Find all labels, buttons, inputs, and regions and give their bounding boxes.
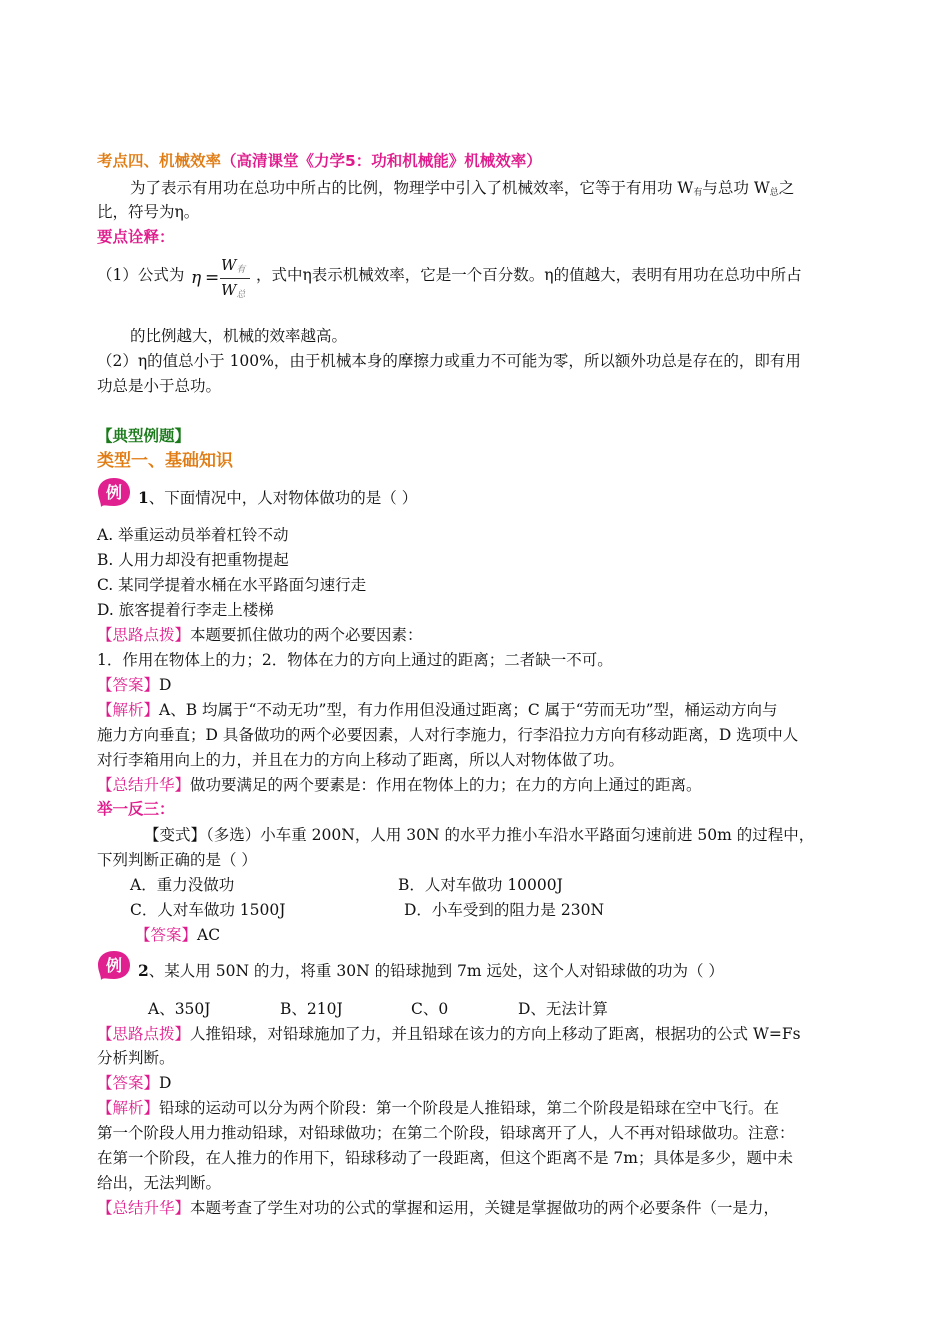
example1-analysis-2: 施力方向垂直；D 具备做功的两个必要因素，人对行李施力，行李沿拉力方向有移动距离，D 选项中人 (97, 726, 799, 744)
option-item: A. 举重运动员举着杠铃不动 (97, 526, 289, 544)
typical-examples-heading: 【典型例题】 (97, 427, 191, 445)
example2-text: 、某人用 50N 的力，将重 30N 的铅球抛到 7m 远处，这个人对铅球做的功为（ ） (148, 962, 724, 980)
answer-tag: 【答案】 (97, 1074, 160, 1092)
key-points-title: 要点诠释： (97, 228, 175, 246)
heading-source: （高清课堂《力学5：功和机械能》机械效率） (221, 152, 542, 170)
equals-sign: = (205, 268, 220, 288)
example2-summary: 【总结升华】本题考查了学生对功的公式的掌握和运用，关键是掌握做功的两个必要条件（一是力， (97, 1199, 780, 1217)
example2-option-b: B、210J (280, 1000, 343, 1018)
example-badge-icon (97, 949, 131, 981)
answer-tag: 【答案】 (135, 926, 198, 944)
option-item: C. 某同学提着水桶在水平路面匀速行走 (97, 576, 367, 594)
example2-question (138, 960, 724, 982)
variant-option-a: A．重力没做功 (130, 876, 235, 894)
intro-text-c: 之 (778, 179, 795, 197)
intro-text-a: 为了表示有用功在总功中所占的比例，物理学中引入了机械效率，它等于有用功 W (130, 179, 694, 197)
subscript-zong: 总 (769, 188, 779, 198)
example1-analysis-1: 【解析】A、B 均属于“不动无功”型，有力作用但没通过距离；C 属于“劳而无功”型，桶运动方向与 (97, 701, 778, 719)
example2-analysis-1: 【解析】铅球的运动可以分为两个阶段：第一个阶段是人推铅球，第二个阶段是铅球在空中飞行。在 (97, 1099, 780, 1117)
type1-heading: 类型一、基础知识 (97, 451, 233, 471)
example1-question (138, 487, 417, 509)
answer-tag: 【答案】 (97, 676, 160, 694)
numerator: $W_有$ (221, 256, 246, 275)
option-item: D. 旅客提着行李走上楼梯 (97, 601, 274, 619)
heading-prefix: 考点四、机械效率 (97, 152, 222, 170)
intro-line-2: 比，符号为η。 (97, 203, 200, 221)
example1-number: 1 (138, 488, 149, 507)
extend-heading: 举一反三： (97, 800, 175, 818)
denominator: $W_总$ (221, 281, 246, 300)
point2-line-2: 功总是小于总功。 (97, 377, 222, 395)
example1-summary: 【总结升华】做功要满足的两个要素是：作用在物体上的力；在力的方向上通过的距离。 (97, 776, 702, 794)
efficiency-formula (191, 256, 261, 306)
variant-line-2: 下列判断正确的是（ ） (97, 851, 257, 869)
fraction-bar (220, 278, 250, 279)
example1-hint-2: 1．作用在物体上的力；2．物体在力的方向上通过的距离；二者缺一不可。 (97, 651, 613, 669)
hint-tag: 【思路点拨】 (97, 1025, 191, 1043)
example2-option-c: C、0 (411, 1000, 449, 1018)
point2-line-1: （2）η的值总小于 100%，由于机械本身的摩擦力或重力不可能为零，所以额外功总是存在的，即有用 (97, 352, 801, 370)
example1-answer: 【答案】D (97, 676, 172, 694)
variant-line-1: 【变式】（多选）小车重 200N，人用 30N 的水平力推小车沿水平路面匀速前进 50m 的过程中， (144, 826, 815, 844)
example2-option-d: D、无法计算 (518, 1000, 608, 1018)
svg-text:例: 例 (105, 483, 123, 502)
formula-continuation: 的比例越大，机械的效率越高。 (130, 327, 348, 345)
analysis-tag: 【解析】 (97, 701, 160, 719)
example2-number: 2 (138, 961, 149, 980)
variant-answer: 【答案】AC (135, 926, 221, 944)
variant-option-b: B．人对车做功 10000J (398, 876, 563, 894)
example2-option-a: A、350J (148, 1000, 211, 1018)
variant-option-d: D．小车受到的阻力是 230N (404, 901, 605, 919)
example1-text: 、下面情况中，人对物体做功的是（ ） (148, 489, 418, 507)
intro-text-b: 与总功 W (702, 179, 770, 197)
intro-line-1 (130, 177, 794, 204)
svg-text:例: 例 (105, 956, 123, 975)
formula-lead: （1）公式为 (97, 266, 185, 284)
example1-analysis-3: 对行李箱用向上的力，并且在力的方向上移动了距离，所以人对物体做了功。 (97, 751, 625, 769)
example2-analysis-3: 在第一个阶段，在人推力的作用下，铅球移动了一段距离，但这个距离不是 7m；具体是多少，题中未 (97, 1149, 793, 1167)
example2-answer: 【答案】D (97, 1074, 172, 1092)
example2-hint-1: 【思路点拨】人推铅球，对铅球施加了力，并且铅球在该力的方向上移动了距离，根据功的公式 W=Fs (97, 1025, 801, 1043)
example-badge-icon (97, 476, 131, 508)
eta-symbol: η (191, 268, 202, 288)
example2-hint-2: 分析判断。 (97, 1049, 175, 1067)
analysis-tag: 【解析】 (97, 1099, 160, 1117)
example2-analysis-2: 第一个阶段人用力推动铅球，对铅球做功；在第二个阶段，铅球离开了人，人不再对铅球做功。注意： (97, 1124, 795, 1142)
example2-analysis-4: 给出，无法判断。 (97, 1174, 222, 1192)
variant-option-c: C．人对车做功 1500J (130, 901, 286, 919)
summary-tag: 【总结升华】 (97, 776, 191, 794)
subscript-you: 有 (693, 188, 703, 198)
section-heading (97, 150, 542, 172)
option-item: B. 人用力却没有把重物提起 (97, 551, 289, 569)
hint-tag: 【思路点拨】 (97, 626, 191, 644)
example1-hint: 【思路点拨】本题要抓住做功的两个必要因素： (97, 626, 423, 644)
summary-tag: 【总结升华】 (97, 1199, 191, 1217)
formula-tail: ，式中η表示机械效率，它是一个百分数。η的值越大，表明有用功在总功中所占 (256, 266, 802, 284)
